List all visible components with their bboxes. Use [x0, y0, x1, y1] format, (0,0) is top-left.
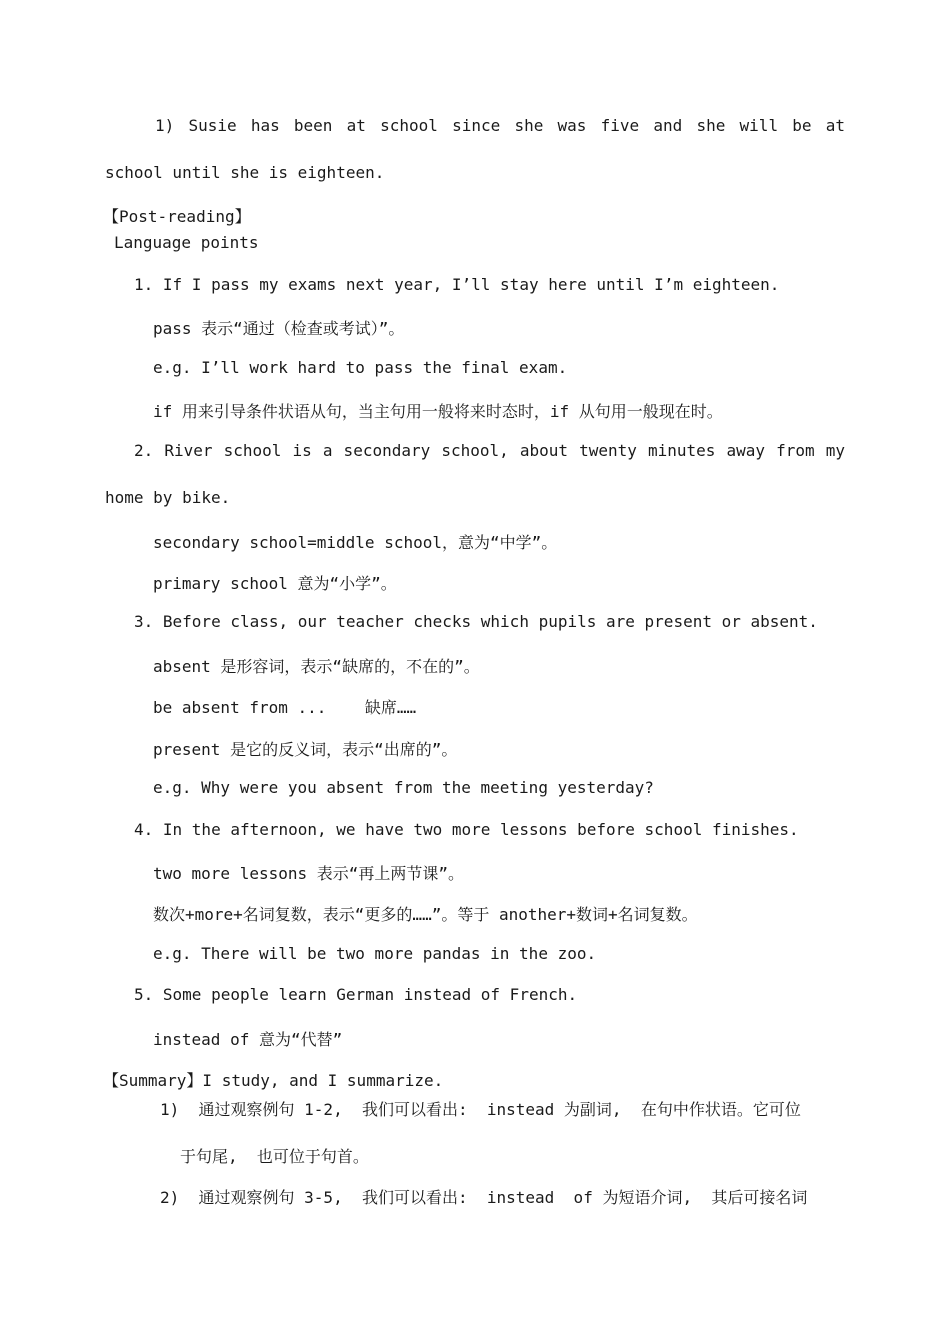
intro-line-2: school until she is eighteen.: [105, 163, 385, 182]
point-2-sentence: 2. River school is a secondary school, about twenty minutes away from my: [134, 441, 845, 460]
point-3-note-3: present 是它的反义词，表示“出席的”。: [153, 740, 458, 759]
point-5-sentence: 5. Some people learn German instead of French.: [134, 985, 578, 1004]
point-4-sentence: 4. In the afternoon, we have two more lessons before school finishes.: [134, 820, 799, 839]
summary-item-1: 1) 通过观察例句 1-2, 我们可以看出: instead 为副词, 在句中作状语。它可位: [160, 1100, 801, 1119]
point-3-sentence: 3. Before class, our teacher checks which pupils are present or absent.: [134, 612, 818, 631]
point-1-note-2: e.g. I’ll work hard to pass the final exam.: [153, 358, 568, 377]
intro-line-1: 1) Susie has been at school since she was five and she will be at: [155, 116, 845, 135]
point-1-note-1: pass 表示“通过（检查或考试）”。: [153, 319, 405, 338]
summary-heading: 【Summary】I study, and I summarize.: [103, 1071, 444, 1090]
point-2-sentence-cont: home by bike.: [105, 488, 231, 507]
point-4-note-1: two more lessons 表示“再上两节课”。: [153, 864, 465, 883]
point-3-note-1: absent 是形容词，表示“缺席的，不在的”。: [153, 657, 480, 676]
point-3-note-4: e.g. Why were you absent from the meeting yesterday?: [153, 778, 654, 797]
point-4-note-3: e.g. There will be two more pandas in the zoo.: [153, 944, 597, 963]
point-1-note-3: if 用来引导条件状语从句，当主句用一般将来时态时，if 从句用一般现在时。: [153, 402, 723, 421]
point-4-note-2: 数次+more+名词复数，表示“更多的……”。等于 another+数词+名词复数。: [153, 905, 698, 924]
point-5-note-1: instead of 意为“代替”: [153, 1030, 343, 1049]
language-points-subheading: Language points: [114, 233, 259, 252]
summary-item-1-cont: 于句尾, 也可位于句首。: [180, 1147, 369, 1166]
summary-item-2: 2) 通过观察例句 3-5, 我们可以看出: instead of 为短语介词, 其后可接名词: [160, 1188, 808, 1207]
point-2-note-1: secondary school=middle school，意为“中学”。: [153, 533, 558, 552]
point-2-note-2: primary school 意为“小学”。: [153, 574, 397, 593]
post-reading-heading: 【Post-reading】: [103, 207, 251, 226]
point-3-note-2: be absent from ... 缺席……: [153, 698, 417, 717]
point-1-sentence: 1. If I pass my exams next year, I’ll stay here until I’m eighteen.: [134, 275, 780, 294]
